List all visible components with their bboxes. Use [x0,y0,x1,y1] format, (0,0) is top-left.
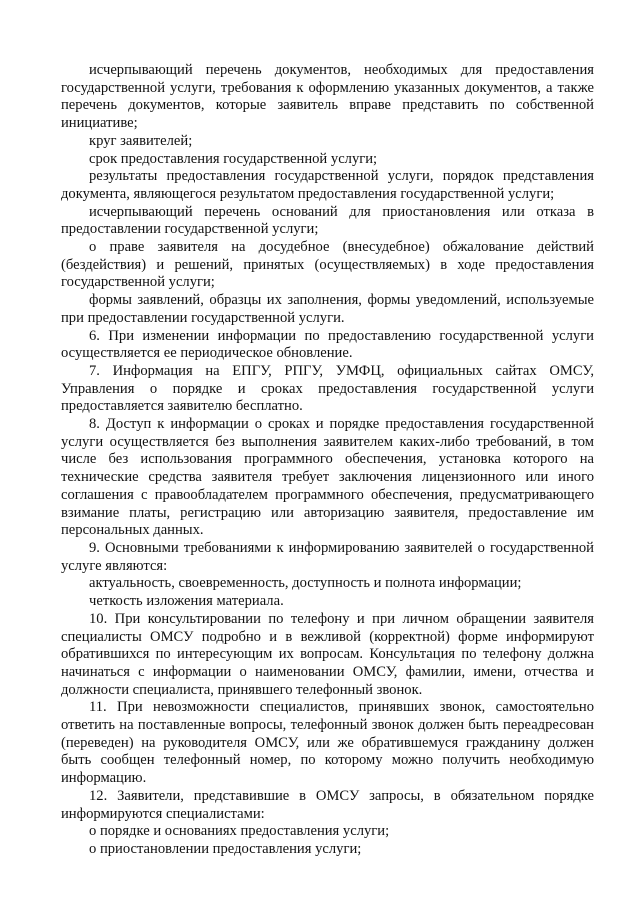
paragraph: результаты предоставления государственной услуги, порядок представления документа, являющегося результатом предоставления государственной услуги; [61,168,594,202]
paragraph: 10. При консультировании по телефону и при личном обращении заявителя специалисты ОМСУ подробно и в вежливой (корректной) форме информируют обратившихся по интересующим их вопросам. Консультация по телефону должна начинаться с информации о наименовании ОМСУ, фамилии, имени, отчества и должности специалиста, принявшего телефонный звонок. [61,610,594,698]
paragraph: исчерпывающий перечень документов, необходимых для предоставления государственной услуги, требования к оформлению указанных документов, а также перечень документов, которые заявитель вправе представить по собственной инициативе; [61,62,594,132]
paragraph: актуальность, своевременность, доступность и полнота информации; [89,575,522,592]
paragraph: четкость изложения материала. [89,593,284,610]
paragraph: 9. Основными требованиями к информированию заявителей о государственной услуге являются: [61,539,594,574]
paragraph: о праве заявителя на досудебное (внесудебное) обжалование действий (бездействия) и решений, принятых (осуществляемых) в ходе предоставления государственной услуги; [61,239,594,291]
paragraph: 8. Доступ к информации о сроках и порядке предоставления государственной услуги осуществляется без выполнения заявителем каких-либо требований, в том числе без использования программного обеспечения, установка которого на технические средства заявителя требует заключения лицензионного или иного соглашения с правообладателем программного обеспечения, предусматривающего взимание платы, регистрацию или авторизацию заявителя, предоставление им персональных данных. [61,416,594,539]
paragraph: круг заявителей; [89,132,193,149]
paragraph: 6. При изменении информации по предоставлению государственной услуги осуществляется ее периодическое обновление. [61,327,594,362]
paragraph: 11. При невозможности специалистов, принявших звонок, самостоятельно ответить на поставленные вопросы, телефонный звонок должен быть переадресован (переведен) на руководителя ОМСУ, или же обратившемуся гражданину должен быть сообщен телефонный номер, по которому можно получить необходимую информацию. [61,699,594,787]
document-page [61,62,594,859]
paragraph: 12. Заявители, представившие в ОМСУ запросы, в обязательном порядке информируются специалистами: [61,787,594,822]
paragraph: срок предоставления государственной услуги; [89,150,378,167]
paragraph: исчерпывающий перечень оснований для приостановления или отказа в предоставлении государственной услуги; [61,203,594,238]
paragraph: формы заявлений, образцы их заполнения, формы уведомлений, используемые при предоставлении государственной услуги. [61,292,594,326]
paragraph: 7. Информация на ЕПГУ, РПГУ, УМФЦ, официальных сайтах ОМСУ, Управления о порядке и сроках предоставления государственной услуги предоставляется заявителю бесплатно. [61,362,594,415]
paragraph: о приостановлении предоставления услуги; [89,840,362,857]
paragraph: о порядке и основаниях предоставления услуги; [89,823,390,840]
